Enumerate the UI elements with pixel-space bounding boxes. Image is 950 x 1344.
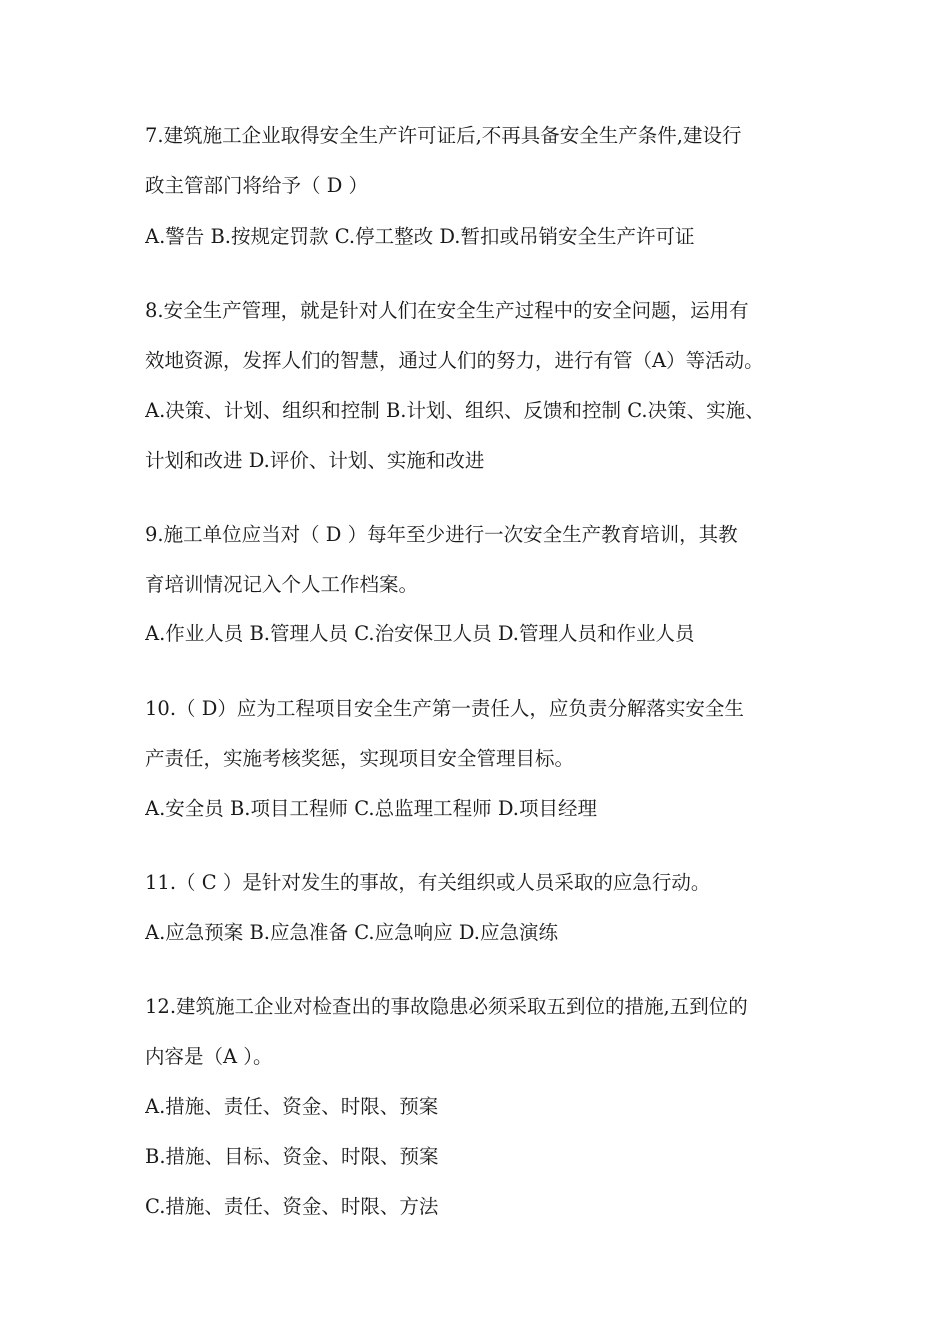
question-10-options: A.安全员 B.项目工程师 C.总监理工程师 D.项目经理	[145, 797, 597, 820]
question-7-options: A.警告 B.按规定罚款 C.停工整改 D.暂扣或吊销安全生产许可证	[145, 225, 695, 248]
question-9-stem-line-2: 育培训情况记入个人工作档案。	[145, 573, 419, 596]
question-12-option-a: A.措施、责任、资金、时限、预案	[145, 1095, 439, 1118]
question-7-stem-line-1: 7.建筑施工企业取得安全生产许可证后,不再具备安全生产条件,建设行	[145, 124, 742, 147]
question-8-stem-line-1: 8.安全生产管理，就是针对人们在安全生产过程中的安全问题，运用有	[145, 299, 749, 322]
question-7-stem-line-2: 政主管部门将给予（ D ）	[145, 174, 369, 197]
question-10-stem-line-2: 产责任，实施考核奖惩，实现项目安全管理目标。	[145, 747, 575, 770]
question-11-options: A.应急预案 B.应急准备 C.应急响应 D.应急演练	[145, 921, 558, 944]
question-11-stem-line-1: 11.（ C ）是针对发生的事故，有关组织或人员采取的应急行动。	[145, 871, 711, 894]
question-10-stem-line-1: 10.（ D）应为工程项目安全生产第一责任人，应负责分解落实安全生	[145, 697, 744, 720]
question-12-stem-line-2: 内容是（A ）。	[145, 1045, 273, 1068]
question-9-options: A.作业人员 B.管理人员 C.治安保卫人员 D.管理人员和作业人员	[145, 622, 695, 645]
question-8-stem-line-2: 效地资源，发挥人们的智慧，通过人们的努力，进行有管（A）等活动。	[145, 349, 764, 372]
question-12-stem-line-1: 12.建筑施工企业对检查出的事故隐患必须采取五到位的措施,五到位的	[145, 995, 748, 1018]
question-8-options-line-2: 计划和改进 D.评价、计划、实施和改进	[145, 449, 485, 472]
question-9-stem-line-1: 9.施工单位应当对（ D ）每年至少进行一次安全生产教育培训，其教	[145, 523, 738, 546]
question-12-option-b: B.措施、目标、资金、时限、预案	[145, 1145, 439, 1168]
question-12-option-c: C.措施、责任、资金、时限、方法	[145, 1195, 439, 1218]
question-8-options-line-1: A.决策、计划、组织和控制 B.计划、组织、反馈和控制 C.决策、实施、	[145, 399, 765, 422]
